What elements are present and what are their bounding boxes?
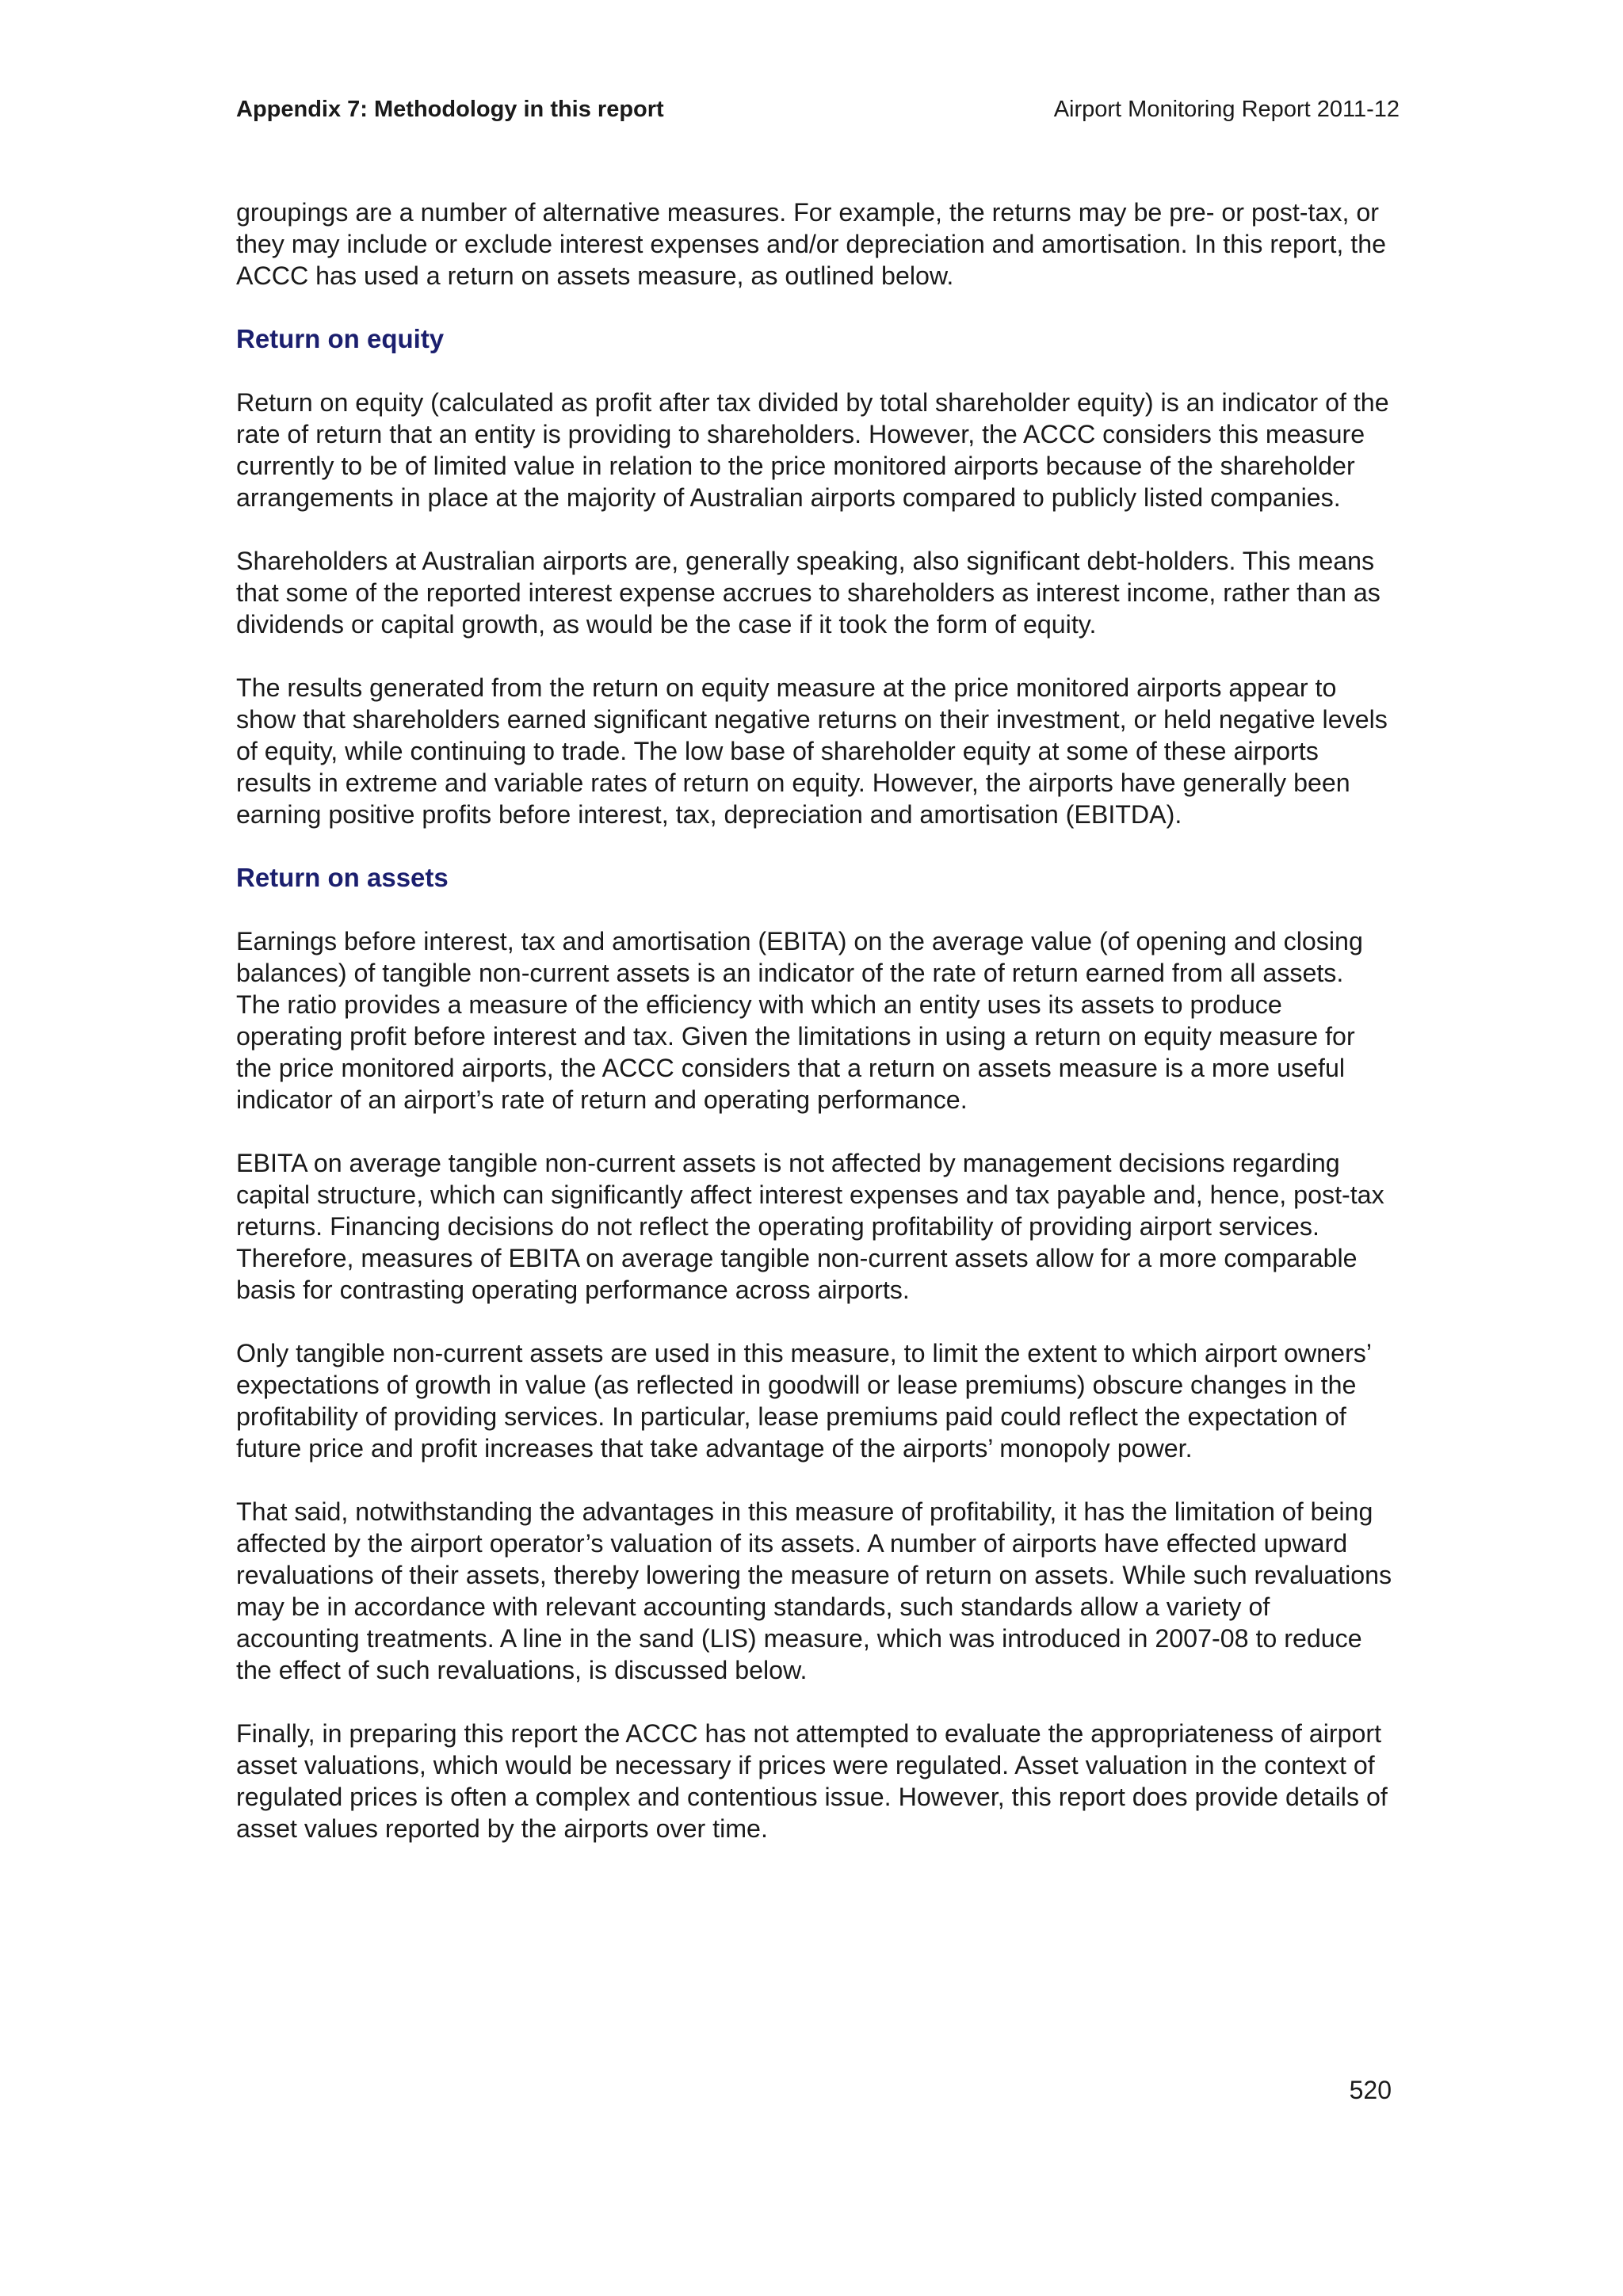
heading-return-on-assets: Return on assets bbox=[236, 863, 449, 892]
paragraph-valuation-limitation: That said, notwithstanding the advantages in this measure of profitability, it has the limitation of being affected by the airport operator’s valuation of its assets. A number of airports have effected upward revaluations of their assets, thereby lowering the measure of return on assets. While such revaluations may be in accordance with relevant accounting standards, such standards allow a variety of accounting treatments. A line in the sand (LIS) measure, which was introduced in 2007-08 to reduce the effect of such revaluations, is discussed below. bbox=[236, 1497, 1392, 1684]
paragraph-asset-valuation: Finally, in preparing this report the ACCC has not attempted to evaluate the appropriateness of airport asset valuations, which would be necessary if prices were regulated. Asset valuation in the context of regulated prices is often a complex and contentious issue. However, this report does provide details of asset values reported by the airports over time. bbox=[236, 1719, 1388, 1843]
running-header bbox=[236, 95, 1400, 124]
paragraph-roe-definition: Return on equity (calculated as profit after tax divided by total shareholder equity) is an indicator of the rate of return that an entity is providing to shareholders. However, the ACCC considers this measure currently to be of limited value in relation to the price monitored airports because of the shareholder arrangements in place at the majority of Australian airports compared to publicly listed companies. bbox=[236, 388, 1389, 512]
paragraph-ebita-definition: Earnings before interest, tax and amortisation (EBITA) on the average value (of opening and closing balances) of tangible non-current assets is an indicator of the rate of return earned from all assets. The ratio provides a measure of the efficiency with which an entity uses its assets to produce operating profit before interest and tax. Given the limitations in using a return on equity measure for the price monitored airports, the ACCC considers that a return on assets measure is a more useful indicator of an airport’s rate of return and operating performance. bbox=[236, 927, 1363, 1114]
page-number: 520 bbox=[1349, 2076, 1392, 2104]
paragraph-tangible-assets: Only tangible non-current assets are used in this measure, to limit the extent to which airport owners’ expectations of growth in value (as reflected in goodwill or lease premiums) obscure changes in the profitability of providing services. In particular, lease premiums paid could reflect the expectation of future price and profit increases that take advantage of the airports’ monopoly power. bbox=[236, 1339, 1371, 1463]
paragraph-roe-results: The results generated from the return on equity measure at the price monitored airports appear to show that shareholders earned significant negative returns on their investment, or held negative levels of equity, while continuing to trade. The low base of shareholder equity at some of these airports results in extreme and variable rates of return on equity. However, the airports have generally been earning positive profits before interest, tax, depreciation and amortisation (EBITDA). bbox=[236, 673, 1388, 829]
header-report-title: Airport Monitoring Report 2011-12 bbox=[1053, 97, 1400, 122]
paragraph-capital-structure: EBITA on average tangible non-current assets is not affected by management decisions regarding capital structure, which can significantly affect interest expenses and tax payable and, hence, post-tax returns. Financing decisions do not reflect the operating profitability of providing airport services. Therefore, measures of EBITA on average tangible non-current assets allow for a more comparable basis for contrasting operating performance across airports. bbox=[236, 1149, 1384, 1304]
heading-return-on-equity: Return on equity bbox=[236, 324, 445, 353]
paragraph-shareholders-debt: Shareholders at Australian airports are, generally speaking, also significant debt-holders. This means that some of the reported interest expense accrues to shareholders as interest income, rather than as dividends or capital growth, as would be the case if it took the form of equity. bbox=[236, 547, 1381, 639]
paragraph-measures-intro: groupings are a number of alternative measures. For example, the returns may be pre- or post-tax, or they may include or exclude interest expenses and/or depreciation and amortisation. In this report, the ACCC has used a return on assets measure, as outlined below. bbox=[236, 198, 1387, 290]
header-section-title: Appendix 7: Methodology in this report bbox=[236, 97, 664, 122]
body-content bbox=[236, 196, 1393, 1876]
